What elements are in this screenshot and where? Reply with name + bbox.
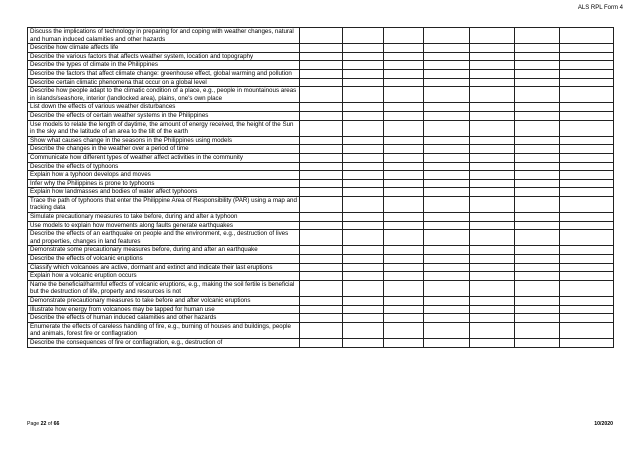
empty-cell[interactable] bbox=[470, 280, 515, 296]
empty-cell[interactable] bbox=[560, 103, 614, 112]
empty-cell[interactable] bbox=[384, 221, 424, 230]
empty-cell[interactable] bbox=[343, 111, 384, 120]
empty-cell[interactable] bbox=[560, 338, 614, 347]
empty-cell[interactable] bbox=[343, 196, 384, 212]
competency-description: Describe the effects of volcanic eruptions bbox=[28, 255, 300, 264]
empty-cell[interactable] bbox=[300, 87, 343, 103]
empty-cell[interactable] bbox=[384, 103, 424, 112]
empty-cell[interactable] bbox=[300, 78, 343, 87]
table-row bbox=[28, 69, 614, 78]
empty-cell[interactable] bbox=[470, 111, 515, 120]
empty-cell[interactable] bbox=[300, 246, 343, 255]
empty-cell[interactable] bbox=[343, 322, 384, 338]
empty-cell[interactable] bbox=[300, 305, 343, 314]
empty-cell[interactable] bbox=[560, 188, 614, 197]
competency-description: Describe how people adapt to the climatic condition of a place, e.g., people in mountainous areas in islands/seashore, interior (landlocked area), plains, one's own place bbox=[28, 87, 300, 103]
competency-description: Use models to relate the length of daytime, the amount of energy received, the height of the Sun in the sky and the latitude of an area to the tilt of the earth bbox=[28, 120, 300, 136]
empty-cell[interactable] bbox=[424, 44, 470, 53]
empty-cell[interactable] bbox=[470, 246, 515, 255]
empty-cell[interactable] bbox=[560, 213, 614, 222]
empty-cell[interactable] bbox=[343, 230, 384, 246]
empty-cell[interactable] bbox=[560, 255, 614, 264]
empty-cell[interactable] bbox=[515, 153, 560, 162]
table-row bbox=[28, 297, 614, 306]
table-row bbox=[28, 230, 614, 246]
empty-cell[interactable] bbox=[515, 263, 560, 272]
empty-cell[interactable] bbox=[384, 188, 424, 197]
table-row bbox=[28, 145, 614, 154]
empty-cell[interactable] bbox=[560, 162, 614, 171]
empty-cell[interactable] bbox=[424, 28, 470, 44]
empty-cell[interactable] bbox=[515, 87, 560, 103]
empty-cell[interactable] bbox=[560, 28, 614, 44]
empty-cell[interactable] bbox=[515, 120, 560, 136]
empty-cell[interactable] bbox=[384, 171, 424, 180]
table-row bbox=[28, 171, 614, 180]
table-row bbox=[28, 280, 614, 296]
empty-cell[interactable] bbox=[560, 272, 614, 281]
empty-cell[interactable] bbox=[515, 188, 560, 197]
empty-cell[interactable] bbox=[470, 103, 515, 112]
empty-cell[interactable] bbox=[424, 196, 470, 212]
empty-cell[interactable] bbox=[384, 314, 424, 323]
empty-cell[interactable] bbox=[560, 221, 614, 230]
table-row bbox=[28, 78, 614, 87]
empty-cell[interactable] bbox=[343, 188, 384, 197]
empty-cell[interactable] bbox=[300, 338, 343, 347]
empty-cell[interactable] bbox=[424, 153, 470, 162]
empty-cell[interactable] bbox=[470, 44, 515, 53]
empty-cell[interactable] bbox=[424, 103, 470, 112]
empty-cell[interactable] bbox=[384, 246, 424, 255]
empty-cell[interactable] bbox=[560, 305, 614, 314]
empty-cell[interactable] bbox=[343, 179, 384, 188]
empty-cell[interactable] bbox=[515, 28, 560, 44]
empty-cell[interactable] bbox=[343, 120, 384, 136]
empty-cell[interactable] bbox=[384, 196, 424, 212]
empty-cell[interactable] bbox=[343, 338, 384, 347]
empty-cell[interactable] bbox=[300, 230, 343, 246]
empty-cell[interactable] bbox=[470, 78, 515, 87]
empty-cell[interactable] bbox=[515, 255, 560, 264]
empty-cell[interactable] bbox=[343, 305, 384, 314]
empty-cell[interactable] bbox=[424, 221, 470, 230]
empty-cell[interactable] bbox=[384, 305, 424, 314]
empty-cell[interactable] bbox=[424, 272, 470, 281]
competency-description: Simulate precautionary measures to take before, during and after a typhoon bbox=[28, 213, 300, 222]
empty-cell[interactable] bbox=[384, 263, 424, 272]
empty-cell[interactable] bbox=[424, 188, 470, 197]
empty-cell[interactable] bbox=[343, 297, 384, 306]
empty-cell[interactable] bbox=[300, 179, 343, 188]
empty-cell[interactable] bbox=[560, 230, 614, 246]
empty-cell[interactable] bbox=[300, 255, 343, 264]
empty-cell[interactable] bbox=[384, 230, 424, 246]
empty-cell[interactable] bbox=[515, 78, 560, 87]
empty-cell[interactable] bbox=[300, 162, 343, 171]
empty-cell[interactable] bbox=[560, 263, 614, 272]
empty-cell[interactable] bbox=[384, 87, 424, 103]
empty-cell[interactable] bbox=[343, 87, 384, 103]
empty-cell[interactable] bbox=[343, 103, 384, 112]
empty-cell[interactable] bbox=[470, 69, 515, 78]
empty-cell[interactable] bbox=[343, 255, 384, 264]
empty-cell[interactable] bbox=[300, 272, 343, 281]
empty-cell[interactable] bbox=[343, 61, 384, 70]
empty-cell[interactable] bbox=[384, 280, 424, 296]
empty-cell[interactable] bbox=[384, 120, 424, 136]
empty-cell[interactable] bbox=[300, 280, 343, 296]
table-row bbox=[28, 162, 614, 171]
table-row bbox=[28, 61, 614, 70]
empty-cell[interactable] bbox=[560, 78, 614, 87]
table-row bbox=[28, 305, 614, 314]
empty-cell[interactable] bbox=[300, 196, 343, 212]
empty-cell[interactable] bbox=[515, 305, 560, 314]
empty-cell[interactable] bbox=[343, 213, 384, 222]
empty-cell[interactable] bbox=[470, 213, 515, 222]
competency-description: Demonstrate some precautionary measures before, during and after an earthquake bbox=[28, 246, 300, 255]
empty-cell[interactable] bbox=[470, 272, 515, 281]
empty-cell[interactable] bbox=[560, 61, 614, 70]
competency-description: Describe the consequences of fire or conflagration, e.g., destruction of bbox=[28, 338, 300, 347]
empty-cell[interactable] bbox=[343, 153, 384, 162]
empty-cell[interactable] bbox=[424, 179, 470, 188]
empty-cell[interactable] bbox=[515, 136, 560, 145]
table-row bbox=[28, 103, 614, 112]
competency-description: Classify which volcanoes are active, dormant and extinct and indicate their last eruptions bbox=[28, 263, 300, 272]
empty-cell[interactable] bbox=[470, 221, 515, 230]
table-row bbox=[28, 272, 614, 281]
empty-cell[interactable] bbox=[470, 145, 515, 154]
competency-description: Explain how a typhoon develops and moves bbox=[28, 171, 300, 180]
empty-cell[interactable] bbox=[384, 297, 424, 306]
empty-cell[interactable] bbox=[384, 136, 424, 145]
empty-cell[interactable] bbox=[424, 87, 470, 103]
empty-cell[interactable] bbox=[300, 136, 343, 145]
empty-cell[interactable] bbox=[470, 61, 515, 70]
empty-cell[interactable] bbox=[560, 145, 614, 154]
competency-description: Explain how a volcanic eruption occurs bbox=[28, 272, 300, 281]
empty-cell[interactable] bbox=[470, 171, 515, 180]
empty-cell[interactable] bbox=[300, 153, 343, 162]
empty-cell[interactable] bbox=[384, 145, 424, 154]
empty-cell[interactable] bbox=[384, 44, 424, 53]
empty-cell[interactable] bbox=[470, 297, 515, 306]
empty-cell[interactable] bbox=[470, 179, 515, 188]
competency-description: Describe the changes in the weather over a period of time bbox=[28, 145, 300, 154]
table-row bbox=[28, 263, 614, 272]
empty-cell[interactable] bbox=[384, 338, 424, 347]
empty-cell[interactable] bbox=[560, 280, 614, 296]
competency-description: Demonstrate precautionary measures to take before and after volcanic eruptions bbox=[28, 297, 300, 306]
empty-cell[interactable] bbox=[515, 297, 560, 306]
empty-cell[interactable] bbox=[470, 188, 515, 197]
empty-cell[interactable] bbox=[470, 322, 515, 338]
competency-description: Infer why the Philippines is prone to typhoons bbox=[28, 179, 300, 188]
table-row bbox=[28, 28, 614, 44]
empty-cell[interactable] bbox=[424, 230, 470, 246]
empty-cell[interactable] bbox=[300, 111, 343, 120]
empty-cell[interactable] bbox=[424, 52, 470, 61]
empty-cell[interactable] bbox=[424, 322, 470, 338]
empty-cell[interactable] bbox=[560, 87, 614, 103]
empty-cell[interactable] bbox=[560, 179, 614, 188]
empty-cell[interactable] bbox=[384, 255, 424, 264]
empty-cell[interactable] bbox=[343, 69, 384, 78]
empty-cell[interactable] bbox=[515, 61, 560, 70]
empty-cell[interactable] bbox=[384, 179, 424, 188]
competency-description: Describe the factors that affect climate change: greenhouse effect, global warming and pollution bbox=[28, 69, 300, 78]
empty-cell[interactable] bbox=[560, 44, 614, 53]
table-row bbox=[28, 188, 614, 197]
competency-description: Enumerate the effects of careless handling of fire, e.g., burning of houses and buildings, people and animals, forest fire or conflagration bbox=[28, 322, 300, 338]
empty-cell[interactable] bbox=[470, 230, 515, 246]
empty-cell[interactable] bbox=[515, 196, 560, 212]
empty-cell[interactable] bbox=[470, 28, 515, 44]
table-row bbox=[28, 255, 614, 264]
competency-table bbox=[27, 27, 614, 348]
empty-cell[interactable] bbox=[343, 52, 384, 61]
empty-cell[interactable] bbox=[470, 162, 515, 171]
table-row bbox=[28, 136, 614, 145]
empty-cell[interactable] bbox=[300, 297, 343, 306]
competency-description: Name the beneficial/harmful effects of volcanic eruptions, e.g., making the soil fertile is beneficial but the destruction of life, property and resources is not bbox=[28, 280, 300, 296]
empty-cell[interactable] bbox=[343, 28, 384, 44]
empty-cell[interactable] bbox=[343, 171, 384, 180]
empty-cell[interactable] bbox=[424, 213, 470, 222]
competency-description: Show what causes change in the seasons in the Philippines using models bbox=[28, 136, 300, 145]
empty-cell[interactable] bbox=[424, 136, 470, 145]
empty-cell[interactable] bbox=[560, 297, 614, 306]
empty-cell[interactable] bbox=[470, 136, 515, 145]
empty-cell[interactable] bbox=[424, 314, 470, 323]
empty-cell[interactable] bbox=[515, 213, 560, 222]
empty-cell[interactable] bbox=[515, 44, 560, 53]
empty-cell[interactable] bbox=[515, 246, 560, 255]
empty-cell[interactable] bbox=[343, 145, 384, 154]
empty-cell[interactable] bbox=[343, 314, 384, 323]
empty-cell[interactable] bbox=[560, 171, 614, 180]
competency-description: List down the effects of various weather disturbances bbox=[28, 103, 300, 112]
empty-cell[interactable] bbox=[424, 297, 470, 306]
table-row bbox=[28, 120, 614, 136]
empty-cell[interactable] bbox=[515, 52, 560, 61]
empty-cell[interactable] bbox=[300, 188, 343, 197]
empty-cell[interactable] bbox=[560, 111, 614, 120]
empty-cell[interactable] bbox=[560, 314, 614, 323]
empty-cell[interactable] bbox=[515, 221, 560, 230]
competency-description: Discuss the implications of technology in preparing for and coping with weather changes, natural and human induced calamities and other hazards bbox=[28, 28, 300, 44]
empty-cell[interactable] bbox=[343, 263, 384, 272]
empty-cell[interactable] bbox=[300, 28, 343, 44]
empty-cell[interactable] bbox=[300, 171, 343, 180]
empty-cell[interactable] bbox=[560, 322, 614, 338]
empty-cell[interactable] bbox=[384, 272, 424, 281]
empty-cell[interactable] bbox=[300, 103, 343, 112]
empty-cell[interactable] bbox=[560, 196, 614, 212]
empty-cell[interactable] bbox=[384, 162, 424, 171]
empty-cell[interactable] bbox=[300, 61, 343, 70]
empty-cell[interactable] bbox=[470, 52, 515, 61]
empty-cell[interactable] bbox=[560, 153, 614, 162]
empty-cell[interactable] bbox=[424, 305, 470, 314]
empty-cell[interactable] bbox=[515, 272, 560, 281]
empty-cell[interactable] bbox=[470, 196, 515, 212]
competency-description: Trace the path of typhoons that enter the Philippine Area of Responsibility (PAR) using a map and tracking data bbox=[28, 196, 300, 212]
empty-cell[interactable] bbox=[424, 111, 470, 120]
empty-cell[interactable] bbox=[424, 338, 470, 347]
competency-description: Explain how landmasses and bodies of water affect typhoons bbox=[28, 188, 300, 197]
empty-cell[interactable] bbox=[470, 314, 515, 323]
empty-cell[interactable] bbox=[560, 246, 614, 255]
empty-cell[interactable] bbox=[515, 111, 560, 120]
form-label: ALS RPL Form 4 bbox=[577, 5, 623, 11]
empty-cell[interactable] bbox=[470, 120, 515, 136]
empty-cell[interactable] bbox=[300, 44, 343, 53]
empty-cell[interactable] bbox=[424, 145, 470, 154]
empty-cell[interactable] bbox=[470, 338, 515, 347]
empty-cell[interactable] bbox=[384, 61, 424, 70]
empty-cell[interactable] bbox=[515, 179, 560, 188]
empty-cell[interactable] bbox=[560, 52, 614, 61]
empty-cell[interactable] bbox=[560, 120, 614, 136]
empty-cell[interactable] bbox=[343, 246, 384, 255]
empty-cell[interactable] bbox=[384, 69, 424, 78]
empty-cell[interactable] bbox=[343, 221, 384, 230]
empty-cell[interactable] bbox=[515, 69, 560, 78]
table-row bbox=[28, 52, 614, 61]
table-row bbox=[28, 87, 614, 103]
table-row bbox=[28, 314, 614, 323]
empty-cell[interactable] bbox=[424, 120, 470, 136]
empty-cell[interactable] bbox=[300, 213, 343, 222]
table-row bbox=[28, 221, 614, 230]
empty-cell[interactable] bbox=[424, 255, 470, 264]
table-row bbox=[28, 246, 614, 255]
competency-description: Describe how climate affects life bbox=[28, 44, 300, 53]
competency-description: Use models to explain how movements along faults generate earthquakes bbox=[28, 221, 300, 230]
table-row bbox=[28, 322, 614, 338]
competency-description: Illustrate how energy from volcanoes may be tapped for human use bbox=[28, 305, 300, 314]
empty-cell[interactable] bbox=[470, 263, 515, 272]
empty-cell[interactable] bbox=[424, 263, 470, 272]
competency-description: Describe certain climatic phenomena that occur on a global level bbox=[28, 78, 300, 87]
table-row bbox=[28, 196, 614, 212]
empty-cell[interactable] bbox=[343, 44, 384, 53]
table-row bbox=[28, 338, 614, 347]
competency-description: Describe the effects of certain weather systems in the Philippines bbox=[28, 111, 300, 120]
empty-cell[interactable] bbox=[424, 280, 470, 296]
empty-cell[interactable] bbox=[343, 272, 384, 281]
empty-cell[interactable] bbox=[384, 78, 424, 87]
empty-cell[interactable] bbox=[424, 171, 470, 180]
competency-description: Describe the effects of human induced calamities and other hazards bbox=[28, 314, 300, 323]
empty-cell[interactable] bbox=[424, 69, 470, 78]
empty-cell[interactable] bbox=[560, 136, 614, 145]
competency-description: Describe the various factors that affects weather system, location and topography bbox=[28, 52, 300, 61]
competency-description: Communicate how different types of weather affect activities in the community bbox=[28, 153, 300, 162]
empty-cell[interactable] bbox=[300, 52, 343, 61]
empty-cell[interactable] bbox=[343, 78, 384, 87]
empty-cell[interactable] bbox=[300, 322, 343, 338]
empty-cell[interactable] bbox=[515, 171, 560, 180]
competency-description: Describe the effects of typhoons bbox=[28, 162, 300, 171]
empty-cell[interactable] bbox=[515, 162, 560, 171]
table-row bbox=[28, 111, 614, 120]
empty-cell[interactable] bbox=[515, 280, 560, 296]
empty-cell[interactable] bbox=[300, 145, 343, 154]
competency-description: Describe the effects of an earthquake on people and the environment, e.g., destruction of lives and properties, changes in land features bbox=[28, 230, 300, 246]
empty-cell[interactable] bbox=[300, 69, 343, 78]
page-footer bbox=[27, 421, 623, 431]
empty-cell[interactable] bbox=[300, 120, 343, 136]
empty-cell[interactable] bbox=[470, 255, 515, 264]
table-row bbox=[28, 153, 614, 162]
competency-description: Describe the types of climate in the Philippines bbox=[28, 61, 300, 70]
table-row bbox=[28, 44, 614, 53]
empty-cell[interactable] bbox=[384, 213, 424, 222]
empty-cell[interactable] bbox=[300, 263, 343, 272]
empty-cell[interactable] bbox=[424, 246, 470, 255]
empty-cell[interactable] bbox=[384, 153, 424, 162]
empty-cell[interactable] bbox=[300, 221, 343, 230]
empty-cell[interactable] bbox=[515, 338, 560, 347]
empty-cell[interactable] bbox=[424, 61, 470, 70]
empty-cell[interactable] bbox=[515, 314, 560, 323]
empty-cell[interactable] bbox=[384, 52, 424, 61]
empty-cell[interactable] bbox=[470, 305, 515, 314]
empty-cell[interactable] bbox=[515, 103, 560, 112]
table-row bbox=[28, 179, 614, 188]
page-indicator: Page 22 of 66 bbox=[27, 421, 60, 427]
empty-cell[interactable] bbox=[384, 111, 424, 120]
empty-cell[interactable] bbox=[343, 162, 384, 171]
empty-cell[interactable] bbox=[300, 314, 343, 323]
empty-cell[interactable] bbox=[515, 230, 560, 246]
empty-cell[interactable] bbox=[515, 145, 560, 154]
empty-cell[interactable] bbox=[470, 87, 515, 103]
empty-cell[interactable] bbox=[424, 162, 470, 171]
empty-cell[interactable] bbox=[343, 280, 384, 296]
empty-cell[interactable] bbox=[384, 28, 424, 44]
revision-date: 10/2020 bbox=[594, 421, 613, 427]
empty-cell[interactable] bbox=[515, 322, 560, 338]
table-row bbox=[28, 213, 614, 222]
empty-cell[interactable] bbox=[470, 153, 515, 162]
empty-cell[interactable] bbox=[424, 78, 470, 87]
empty-cell[interactable] bbox=[384, 322, 424, 338]
empty-cell[interactable] bbox=[560, 69, 614, 78]
empty-cell[interactable] bbox=[343, 136, 384, 145]
